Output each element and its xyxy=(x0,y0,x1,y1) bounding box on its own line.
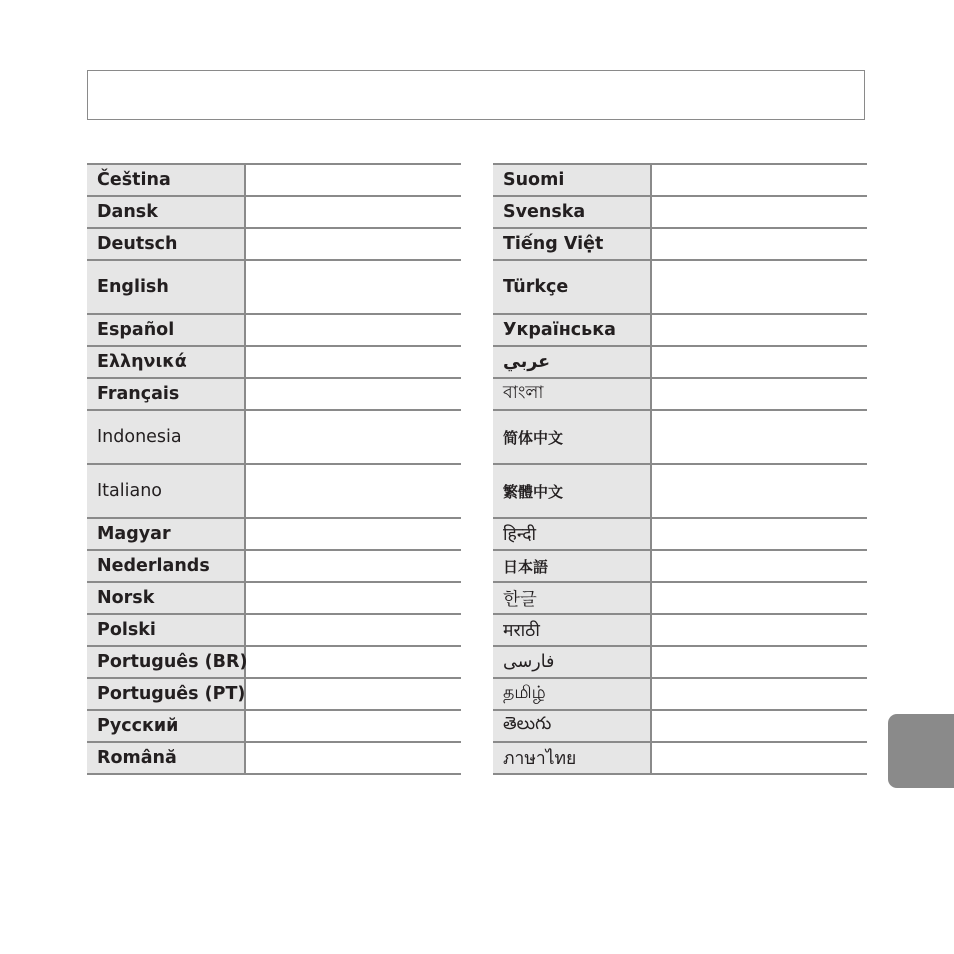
language-name: عربي xyxy=(493,346,651,378)
language-value-cell xyxy=(651,582,867,614)
language-value-cell xyxy=(651,196,867,228)
language-value-cell xyxy=(651,518,867,550)
language-value-cell xyxy=(651,164,867,196)
language-name: मराठी xyxy=(493,614,651,646)
language-row xyxy=(87,464,461,518)
language-row xyxy=(493,742,867,774)
language-row xyxy=(493,314,867,346)
language-row xyxy=(87,710,461,742)
language-row xyxy=(87,742,461,774)
language-value-cell xyxy=(245,260,461,314)
language-row xyxy=(493,260,867,314)
language-value-cell xyxy=(245,710,461,742)
language-value-cell xyxy=(651,260,867,314)
language-row xyxy=(87,550,461,582)
language-table-right xyxy=(493,163,867,775)
language-name: Svenska xyxy=(493,196,651,228)
language-value-cell xyxy=(245,410,461,464)
language-row xyxy=(87,378,461,410)
language-row xyxy=(87,196,461,228)
language-value-cell xyxy=(245,314,461,346)
language-row xyxy=(493,582,867,614)
language-value-cell xyxy=(651,614,867,646)
language-name: Tiếng Việt xyxy=(493,228,651,260)
language-name: English xyxy=(87,260,245,314)
language-name: فارسی xyxy=(493,646,651,678)
language-row xyxy=(87,164,461,196)
language-name: Português (BR) xyxy=(87,646,245,678)
language-row xyxy=(87,614,461,646)
language-row xyxy=(87,260,461,314)
language-name: 简体中文 xyxy=(493,410,651,464)
language-value-cell xyxy=(651,464,867,518)
language-row xyxy=(493,614,867,646)
language-row xyxy=(493,646,867,678)
language-row xyxy=(493,378,867,410)
language-row xyxy=(493,464,867,518)
section-side-tab xyxy=(888,714,954,788)
language-name: हिन्दी xyxy=(493,518,651,550)
language-name: Magyar xyxy=(87,518,245,550)
language-row xyxy=(493,678,867,710)
language-name: Italiano xyxy=(87,464,245,518)
language-row xyxy=(493,550,867,582)
language-row xyxy=(493,196,867,228)
language-value-cell xyxy=(245,196,461,228)
language-row xyxy=(87,678,461,710)
language-name: Türkçe xyxy=(493,260,651,314)
language-name: Nederlands xyxy=(87,550,245,582)
language-value-cell xyxy=(651,346,867,378)
title-box xyxy=(87,70,865,120)
language-name: Español xyxy=(87,314,245,346)
language-name: తెలుగు xyxy=(493,710,651,742)
language-value-cell xyxy=(245,518,461,550)
language-name: Українська xyxy=(493,314,651,346)
language-value-cell xyxy=(245,646,461,678)
language-table-left xyxy=(87,163,461,775)
language-row xyxy=(87,346,461,378)
language-name: Suomi xyxy=(493,164,651,196)
language-value-cell xyxy=(651,378,867,410)
language-row xyxy=(493,228,867,260)
language-row xyxy=(493,346,867,378)
language-value-cell xyxy=(651,678,867,710)
language-name: Polski xyxy=(87,614,245,646)
language-value-cell xyxy=(245,346,461,378)
language-name: Deutsch xyxy=(87,228,245,260)
language-name: Ελληνικά xyxy=(87,346,245,378)
language-name: বাংলা xyxy=(493,378,651,410)
language-name: Indonesia xyxy=(87,410,245,464)
language-row xyxy=(493,710,867,742)
language-value-cell xyxy=(245,228,461,260)
language-name: Čeština xyxy=(87,164,245,196)
language-value-cell xyxy=(651,228,867,260)
language-value-cell xyxy=(651,314,867,346)
language-row xyxy=(87,518,461,550)
language-name: Norsk xyxy=(87,582,245,614)
language-value-cell xyxy=(245,582,461,614)
language-row xyxy=(87,314,461,346)
language-value-cell xyxy=(245,614,461,646)
language-value-cell xyxy=(245,378,461,410)
language-row xyxy=(87,582,461,614)
language-value-cell xyxy=(651,710,867,742)
language-value-cell xyxy=(651,742,867,774)
language-name: Русский xyxy=(87,710,245,742)
language-name: Français xyxy=(87,378,245,410)
language-value-cell xyxy=(651,410,867,464)
language-row xyxy=(87,646,461,678)
language-value-cell xyxy=(245,550,461,582)
language-name: 繁體中文 xyxy=(493,464,651,518)
language-name: Português (PT) xyxy=(87,678,245,710)
language-name: 日本語 xyxy=(493,550,651,582)
language-value-cell xyxy=(245,678,461,710)
language-row xyxy=(493,518,867,550)
language-name: ภาษาไทย xyxy=(493,742,651,774)
language-row xyxy=(493,164,867,196)
language-value-cell xyxy=(245,742,461,774)
language-value-cell xyxy=(651,646,867,678)
language-name: Română xyxy=(87,742,245,774)
language-name: தமிழ் xyxy=(493,678,651,710)
language-value-cell xyxy=(651,550,867,582)
language-value-cell xyxy=(245,464,461,518)
language-value-cell xyxy=(245,164,461,196)
language-row xyxy=(87,410,461,464)
language-row xyxy=(87,228,461,260)
language-row xyxy=(493,410,867,464)
language-name: 한글 xyxy=(493,582,651,614)
language-name: Dansk xyxy=(87,196,245,228)
